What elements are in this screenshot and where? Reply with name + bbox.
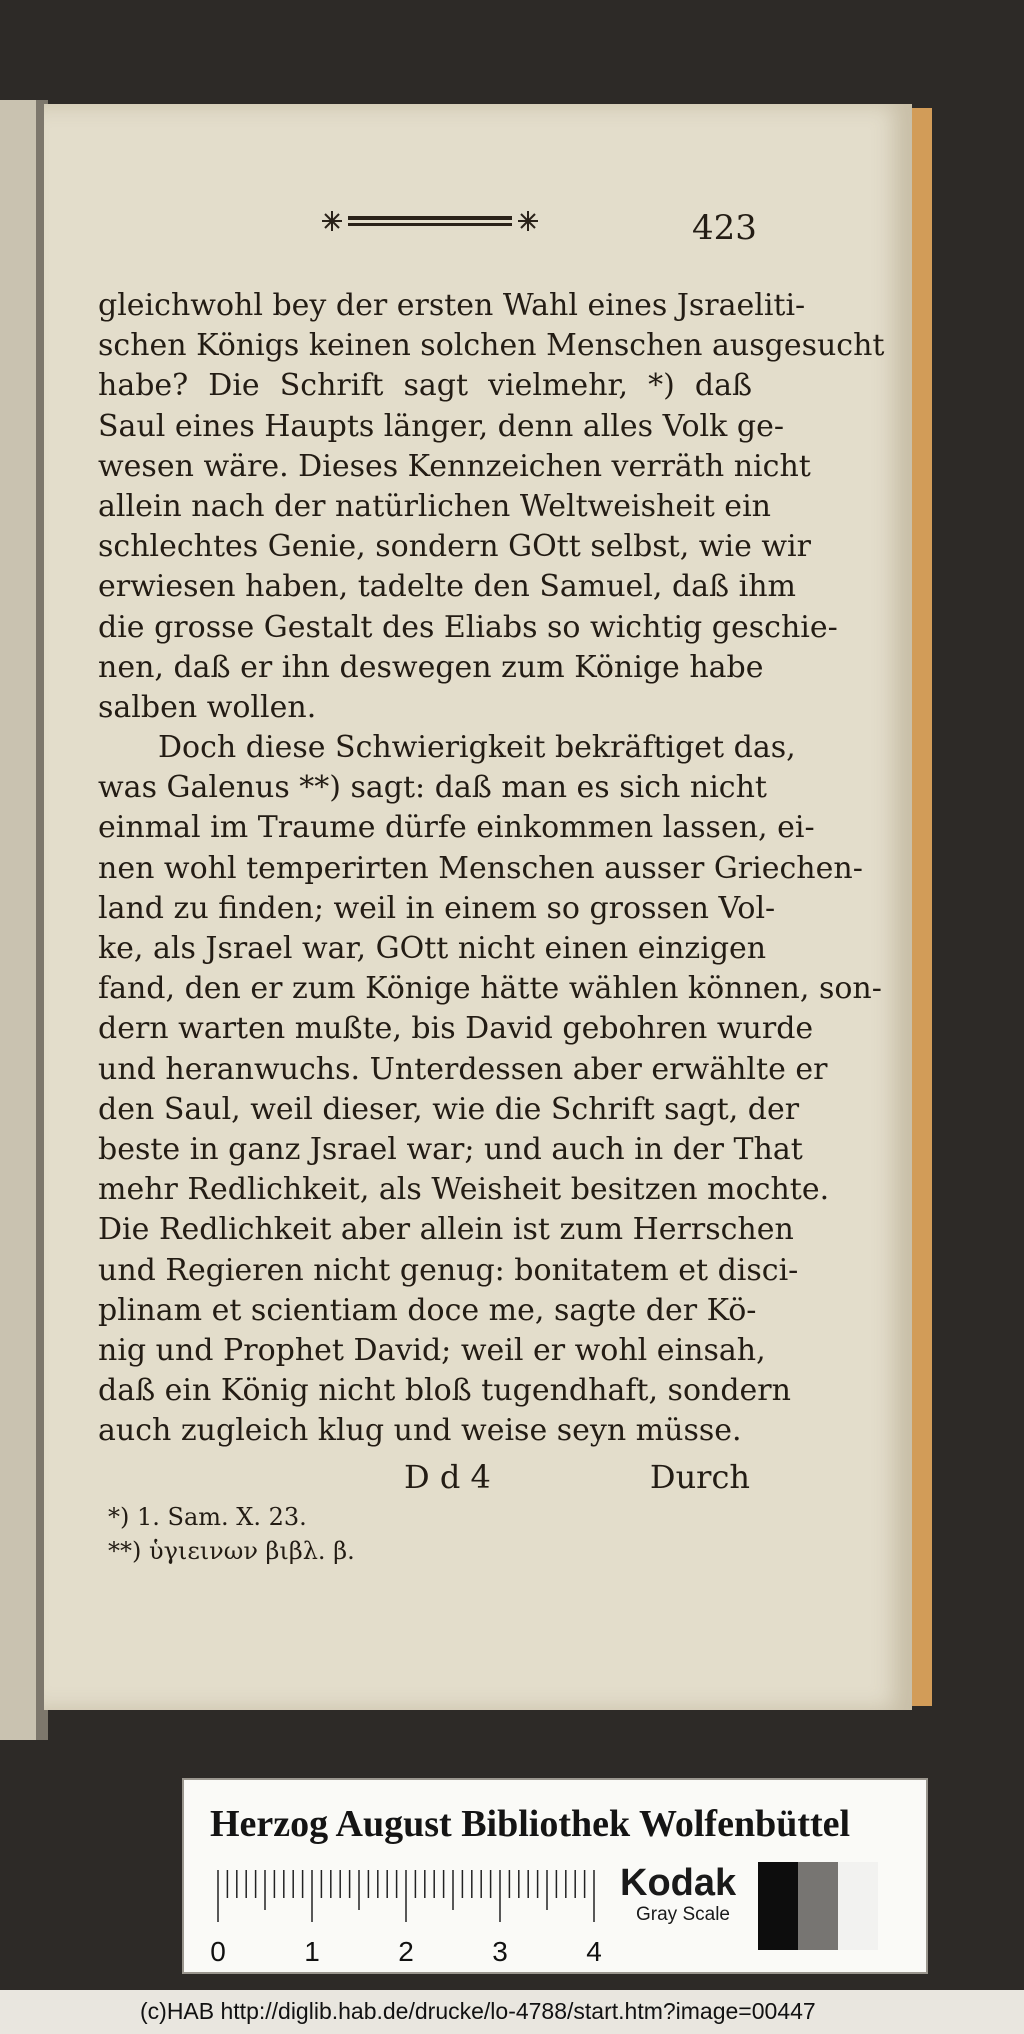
text-line: auch zugleich klug und weise seyn müsse.: [98, 1413, 742, 1449]
footnotes: [108, 1500, 355, 1568]
signature-mark: D d 4: [404, 1458, 491, 1496]
text-line: Die Redlichkeit aber allein ist zum Herrschen: [98, 1212, 794, 1248]
color-target-card: [182, 1778, 928, 1974]
catchword: Durch: [649, 1458, 750, 1496]
ruler-label: 0: [210, 1936, 226, 1967]
gray-swatches: [758, 1862, 878, 1950]
text-line: beste in ganz Jsrael war; und auch in der That: [98, 1131, 803, 1167]
text-line: schlechtes Genie, sondern GOtt selbst, wie wir: [98, 529, 811, 565]
footnote: *) 1. Sam. X. 23.: [108, 1503, 307, 1531]
kodak-logo: Kodak: [620, 1862, 737, 1904]
text-line: den Saul, weil dieser, wie die Schrift sagt, der: [98, 1091, 800, 1127]
text-line: nen, daß er ihn deswegen zum Könige habe: [98, 649, 764, 685]
ruler-label: 2: [398, 1936, 414, 1967]
text-line: gleichwohl bey der ersten Wahl eines Jsraeliti-: [98, 288, 806, 323]
gray-scale-label: Gray Scale: [636, 1904, 730, 1925]
body-text: [98, 286, 885, 1451]
text-line: habe? Die Schrift sagt vielmehr, *) daß: [98, 368, 752, 404]
footnote: **) ὑγιεινων βιβλ. β.: [108, 1537, 355, 1565]
text-line: mehr Redlichkeit, als Weisheit besitzen mochte.: [98, 1172, 830, 1208]
text-line: einmal im Traume dürfe einkommen lassen, ei-: [98, 810, 815, 846]
text-line: nig und Prophet David; weil er wohl einsah,: [98, 1332, 766, 1368]
text-line: land zu finden; weil in einem so grossen Vol-: [98, 890, 776, 926]
ruler-label: 1: [304, 1936, 320, 1967]
text-line: fand, den er zum Könige hätte wählen können, son-: [98, 971, 882, 1007]
text-line: Doch diese Schwierigkeit bekräftiget das,: [158, 730, 796, 766]
text-line: und heranwuchs. Unterdessen aber erwählte er: [98, 1051, 828, 1087]
text-line: ke, als Jsrael war, GOtt nicht einen einzigen: [98, 931, 767, 966]
swatch-white: [838, 1862, 878, 1950]
text-line: daß ein König nicht bloß tugendhaft, sondern: [98, 1373, 791, 1409]
text-line: schen Königs keinen solchen Menschen ausgesucht: [98, 328, 885, 364]
text-line: wesen wäre. Dieses Kennzeichen verräth nicht: [98, 448, 811, 484]
text-line: die grosse Gestalt des Eliabs so wichtig geschie-: [98, 609, 838, 645]
text-line: dern warten mußte, bis David gebohren wurde: [98, 1011, 814, 1047]
ruler-label: 3: [492, 1936, 508, 1967]
swatch-black: [758, 1862, 798, 1950]
text-line: plinam et scientiam doce me, sagte der Kö-: [98, 1292, 757, 1328]
copyright-url: (c)HAB http://diglib.hab.de/drucke/lo-4788/start.htm?image=00447: [140, 1998, 816, 2024]
ruler-label: 4: [586, 1936, 602, 1967]
text-line: Saul eines Haupts länger, denn alles Volk ge-: [98, 408, 784, 444]
text-line: nen wohl temperirten Menschen ausser Griechen-: [98, 850, 863, 886]
text-line: was Galenus **) sagt: daß man es sich nicht: [98, 770, 767, 806]
page-fore-edge: [912, 108, 932, 1706]
text-line: allein nach der natürlichen Weltweisheit ein: [98, 488, 771, 524]
text-line: salben wollen.: [98, 689, 317, 725]
page-number: 423: [692, 208, 757, 248]
scale-ruler: [212, 1868, 612, 1968]
library-name: Herzog August Bibliothek Wolfenbüttel: [210, 1803, 851, 1845]
header-ornament-icon: [318, 206, 542, 236]
text-line: erwiesen haben, tadelte den Samuel, daß ihm: [98, 569, 796, 605]
footer-bar: [0, 1990, 1024, 2034]
swatch-gray: [798, 1862, 838, 1950]
text-line: und Regieren nicht genug: bonitatem et disci-: [98, 1252, 799, 1288]
